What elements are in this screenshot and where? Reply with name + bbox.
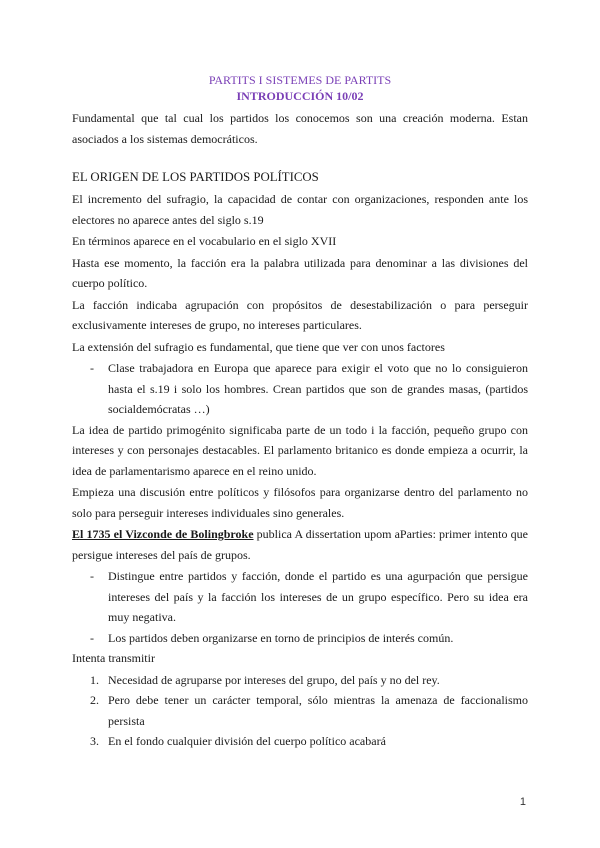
- document-subtitle: INTRODUCCIÓN 10/02: [236, 89, 364, 103]
- transmit-label: Intenta transmitir: [72, 651, 155, 665]
- paragraph: Hasta ese momento, la facción era la palabra utilizada para denominar a las divisiones del cuerpo político.: [72, 255, 528, 290]
- bolingbroke-text: publica A dissertation upom aParties: primer intento que persigue intereses del país de grupos.: [72, 527, 528, 562]
- item-number: 2.: [90, 693, 99, 707]
- bullet-list: [72, 358, 528, 420]
- paragraph: La idea de partido primogénito significaba parte de un todo i la facción, pequeño grupo con intereses y con personajes destacables. El parlamento britanico es donde empieza a ocurrir, la idea de parlamentarismo aparece en el reino unido.: [72, 422, 528, 478]
- section-heading: EL ORIGEN DE LOS PARTIDOS POLÍTICOS: [72, 170, 319, 184]
- page-number: 1: [519, 796, 526, 808]
- bullet-item: [72, 358, 528, 420]
- item-number: 1.: [90, 672, 99, 687]
- bolingbroke-label: El 1735 el Vizconde de Bolingbroke: [72, 527, 254, 541]
- bullet-marker: -: [90, 569, 94, 583]
- item-text: Necesidad de agruparse por intereses del grupo, del país y no del rey.: [108, 672, 440, 687]
- item-number: 3.: [90, 734, 99, 748]
- intro-paragraph: Fundamental que tal cual los partidos los conocemos son una creación moderna. Estan asociados a los sistemas democráticos.: [72, 111, 528, 146]
- paragraph: Empieza una discusión entre políticos y filósofos para organizarse dentro del parlamento no solo para perseguir intereses individuales sino generales.: [72, 485, 528, 520]
- bullet-list: [72, 566, 528, 648]
- bullet-text: Clase trabajadora en Europa que aparece para exigir el voto que no lo consiguieron hasta el s.19 i solo los hombres. Crean partidos que son de grandes masas, (partidos socialdemócratas …): [108, 361, 528, 416]
- item-text: Pero debe tener un carácter temporal, sólo mientras la amenaza de faccionalismo persista: [108, 693, 528, 728]
- bullet-item: [72, 628, 528, 649]
- paragraph: El incremento del sufragio, la capacidad de contar con organizaciones, responden ante los electores no aparece antes del siglo s.19: [72, 192, 528, 227]
- bullet-text: Los partidos deben organizarse en torno de principios de interés común.: [108, 630, 454, 645]
- bullet-text: Distingue entre partidos y facción, donde el partido es una agurpación que persigue intereses del país y la facción los intereses de un grupo específico. Pero su idea era muy negativa.: [108, 569, 528, 624]
- document-title: PARTITS I SISTEMES DE PARTITS: [208, 73, 392, 87]
- bolingbroke-paragraph: [72, 524, 528, 565]
- item-text: En el fondo cualquier división del cuerpo político acabará: [108, 734, 386, 748]
- bullet-item: [72, 566, 528, 628]
- document-body: [72, 72, 528, 752]
- numbered-item: [72, 731, 528, 752]
- paragraph: La facción indicaba agrupación con propósitos de desestabilización o para perseguir exclusivamente intereses de grupo, no intereses particulares.: [72, 297, 528, 332]
- bullet-marker: -: [90, 630, 94, 645]
- numbered-item: [72, 690, 528, 731]
- paragraph: En términos aparece en el vocabulario en el siglo XVII: [72, 234, 337, 248]
- numbered-list: [72, 670, 528, 752]
- numbered-item: [72, 670, 528, 691]
- paragraph: La extensión del sufragio es fundamental, que tiene que ver con unos factores: [72, 339, 445, 354]
- bullet-marker: -: [90, 361, 94, 375]
